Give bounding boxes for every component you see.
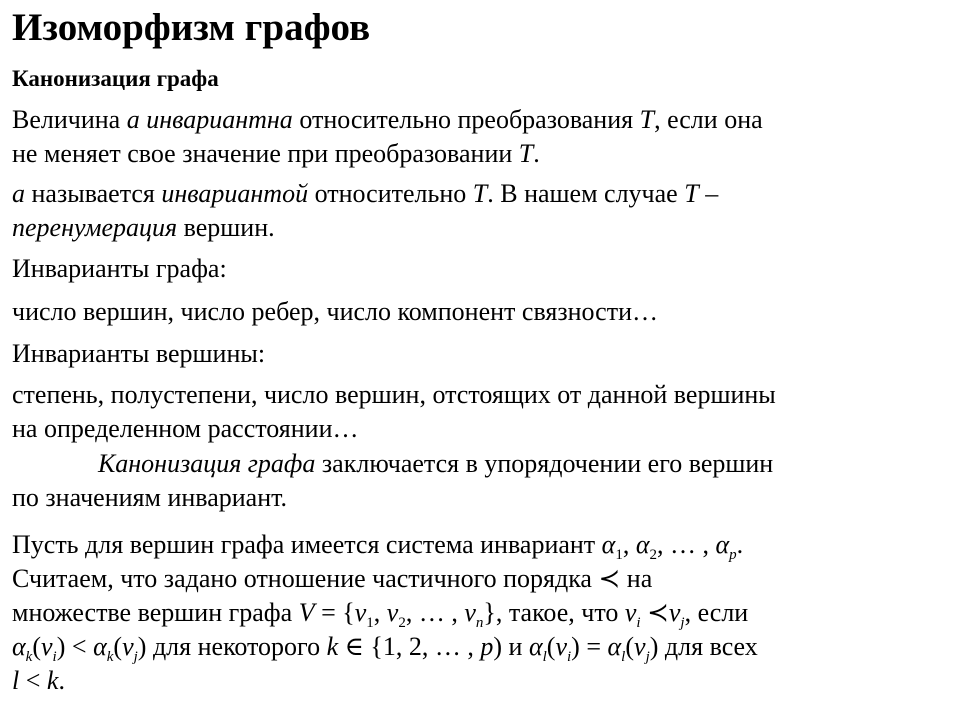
text-line: a называется инвариантой относительно T. В нашем случае T – — [12, 179, 719, 208]
paragraph-partial-order — [12, 528, 758, 698]
paragraph-invariant-term — [12, 177, 718, 245]
paragraph-graph-invariants-heading: Инварианты графа: — [12, 254, 227, 283]
prec-symbol: ≺ — [647, 598, 669, 628]
paragraph-graph-invariants-list: число вершин, число ребер, число компонент связности… — [12, 297, 658, 326]
text-line: не меняет свое значение при преобразовании T. — [12, 139, 540, 168]
text-line: l < k. — [12, 666, 65, 695]
text-line: Канонизация графа заключается в упорядочении его вершин — [98, 449, 774, 478]
paragraph-canonization: Канонизация графа заключается в упорядочении его вершин по значениям инвариант. — [12, 449, 774, 512]
prec-symbol: ≺ — [598, 564, 621, 594]
text-line: множестве вершин графа $V = \{v_1$, $v_2$, … , $v_n$}, такое, что $v_i$ $≺v_j$, если — [12, 598, 749, 631]
paragraph-invariant-definition — [12, 103, 763, 171]
slide-subtitle: Канонизация графа — [12, 66, 219, 91]
text-line: $\alpha_k(v_i) < \alpha_k(v_j)$ для некоторого k ∈ {1, 2, … , p) и $\alpha_l(v_i) = \alpha_l(v_j)$ для всех — [12, 632, 758, 665]
text-line: перенумерация вершин. — [12, 213, 275, 242]
paragraph-vertex-invariants-heading: Инварианты вершины: — [12, 339, 266, 368]
slide-title: Изоморфизм графов — [12, 6, 371, 49]
text-line: Пусть для вершин графа имеется система инвариант $\alpha_1$, $\alpha_2$, … , $\alpha_p$. — [12, 530, 744, 563]
text-line: Величина a инвариантна относительно преобразования T, если она — [12, 105, 763, 134]
text-line: Считаем, что задано отношение частичного порядка ≺ на — [12, 564, 653, 594]
paragraph-vertex-invariants-list: степень, полустепени, число вершин, отстоящих от данной вершины на определенном расстоянии… — [12, 380, 776, 443]
